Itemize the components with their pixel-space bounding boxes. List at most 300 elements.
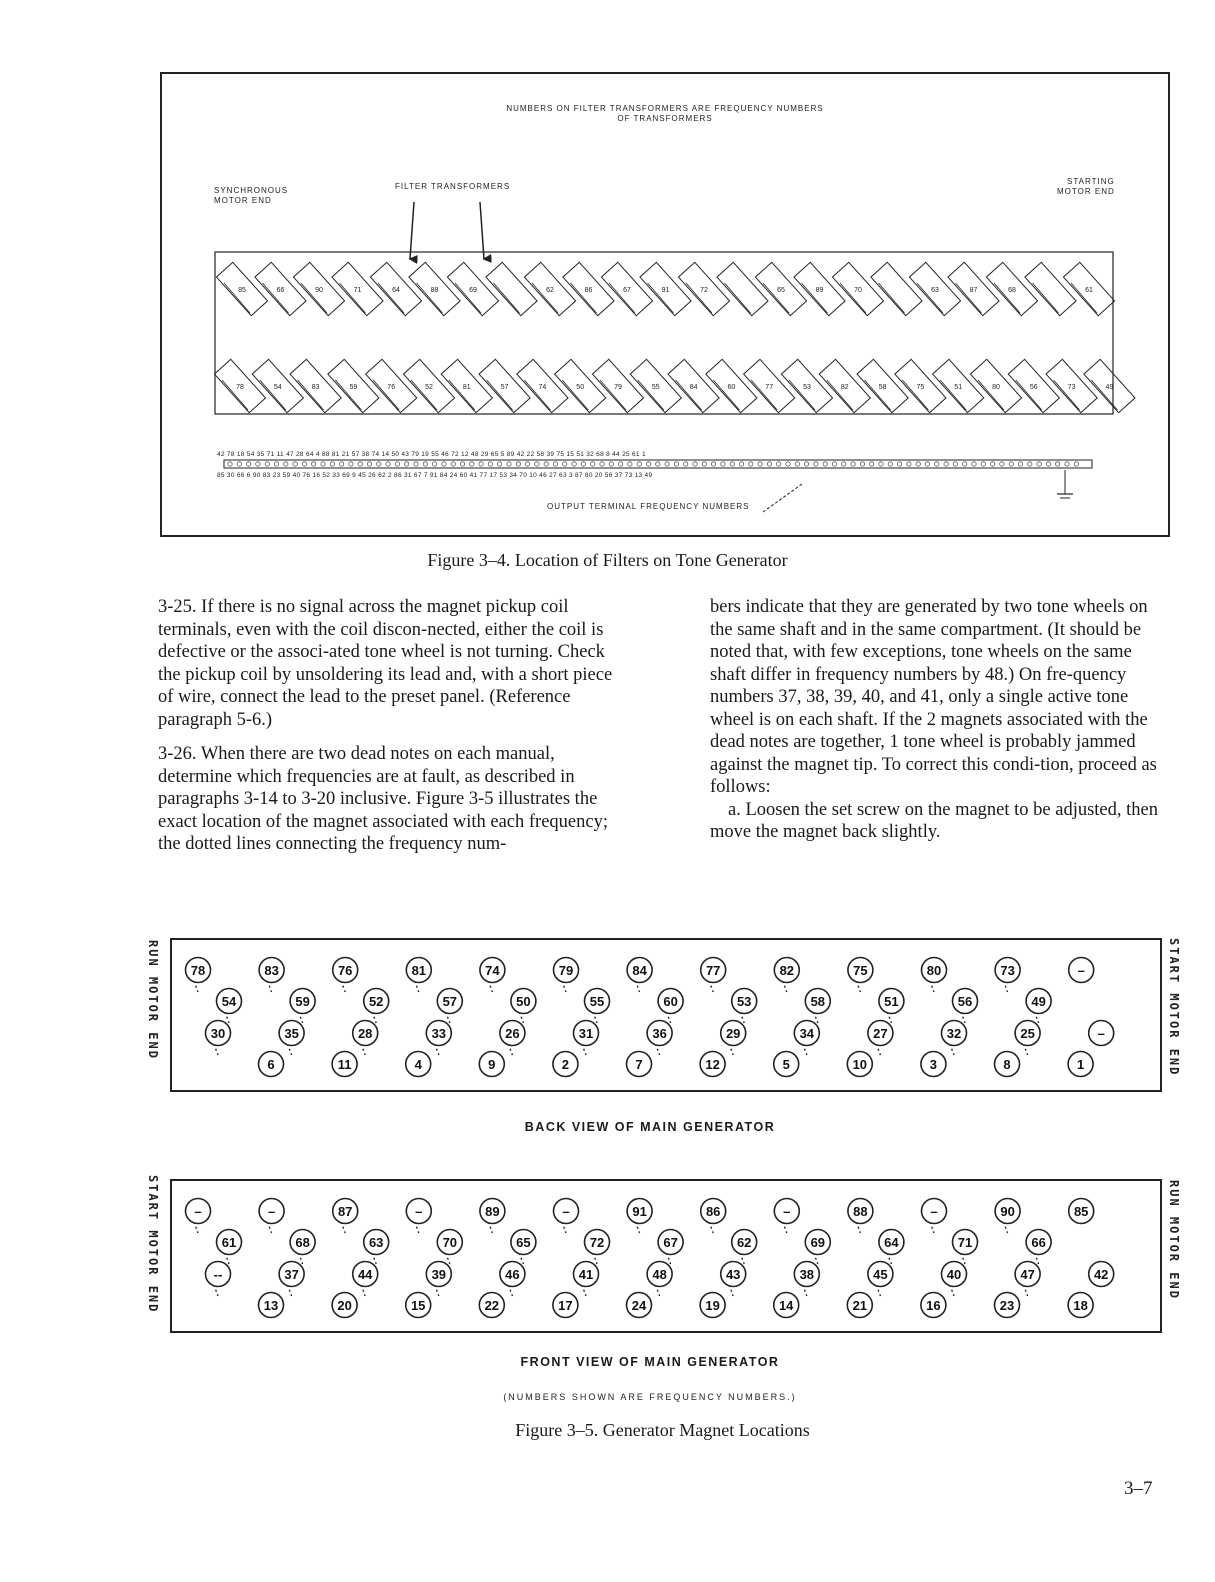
filter-transformer [640,262,691,315]
filter-transformers-label: FILTER TRANSFORMERS [395,182,511,191]
terminal-pin [563,462,567,466]
filter-transformer [832,262,883,315]
back-left-side-label: RUN MOTOR END [146,940,160,1060]
transformer-can [1025,262,1076,315]
terminal-pin [1037,462,1041,466]
transformer-number: 66 [276,287,285,294]
synchronous-motor-end-label: SYNCHRONOUS MOTOR END [214,186,289,205]
terminal-pin [544,462,548,466]
terminal-pin [628,462,632,466]
terminal-pin [618,462,622,466]
transformer-number: 80 [992,384,1000,391]
magnet-frequency: – [1097,1026,1105,1041]
terminal-pin [1028,462,1032,466]
magnet-frequency: – [267,1204,276,1219]
magnet-frequency: 87 [337,1204,353,1219]
transformer-number: 75 [916,384,925,391]
magnet-frequency: 55 [589,994,605,1009]
filter-location-figure [160,72,1170,537]
transformer-number: 86 [584,287,593,294]
magnet-frequency: 90 [1000,1204,1015,1219]
terminal-pin [767,462,771,466]
terminal-pin [349,462,353,466]
terminal-pin [246,462,250,466]
transformer-number: 89 [815,287,824,294]
figure-note: NUMBERS ON FILTER TRANSFORMERS ARE FREQUENCY NUMBERS OF TRANSFORMERS [506,104,824,123]
terminal-pin [1056,462,1060,466]
filter-transformer [370,262,421,315]
magnet-frequency: 1 [1076,1057,1085,1072]
magnet-frequency: 35 [284,1026,299,1041]
magnet-frequency: 48 [652,1267,667,1282]
terminal-pin [879,462,883,466]
magnet-frequency: 78 [190,963,206,978]
magnet-frequency: 11 [337,1057,352,1072]
front-left-side-label: START MOTOR END [146,1175,160,1314]
left-column [158,596,628,856]
terminal-pin [656,462,660,466]
transformer-number: 55 [651,384,660,391]
magnet-frequency: 46 [505,1267,520,1282]
magnet-frequency: 12 [705,1057,720,1072]
filter-transformer [290,359,341,412]
terminal-pin [516,462,520,466]
magnet-frequency: 75 [853,963,868,978]
transformer-number: 54 [273,384,282,391]
terminal-pin [870,462,874,466]
terminal-pin [302,462,306,466]
filter-transformer [252,359,303,412]
transformer-number: 64 [392,287,400,294]
magnet-frequency: 63 [368,1235,384,1250]
transformer-can [486,262,537,315]
front-view-panel [170,1179,1162,1333]
terminal-pin [823,462,827,466]
magnet-frequency: 50 [516,994,531,1009]
transformer-number: 60 [727,384,736,391]
filter-diagram [162,74,1168,535]
terminal-pin [981,462,985,466]
magnet-frequency: 32 [946,1026,962,1041]
filter-transformer [332,262,383,315]
terminal-pin [907,462,911,466]
magnet-frequency: 10 [852,1057,868,1072]
terminal-pin [693,462,697,466]
magnet-frequency: 59 [295,994,310,1009]
terminal-pin [739,462,743,466]
paragraph-3-25: 3-25. If there is no signal across the magnet pickup coil terminals, even with the coil discon-nected, either the coil is defective or the associ-ated tone wheel is not turning. Check the pickup coil by unsoldering its lead and, with a short piece of wire, connect the lead to the preset panel. (Reference paragraph 5-6.) [158,597,613,730]
paragraph-continued: bers indicate that they are generated by two tone wheels on the same shaft and in the same compartment. (It should be noted that, with few exceptions, tone wheels on the same shaft differ in frequency numbers by 48.) On fre-quency numbers 37, 38, 39, 40, and 41, only a single active tone wheel is on each shaft. If the 2 magnets associated with the dead notes are together, 1 tone wheel is probably jammed against the magnet tip. To correct this condi-tion, proceed as follows: [710,597,1157,797]
transformer-number: 63 [931,287,939,294]
filter-transformer [706,359,757,412]
terminal-pin [925,462,929,466]
terminal-pin [1009,462,1013,466]
transformer-number: 53 [803,384,811,391]
filter-transformer [755,262,806,315]
transformer-number: 82 [840,384,849,391]
transformer-number: 84 [689,384,698,391]
magnet-frequency: 51 [884,994,899,1009]
transformer-number: 91 [661,287,670,294]
terminal-pin [860,462,864,466]
magnet-frequency: 5 [782,1057,790,1072]
filter-transformer [895,359,946,412]
terminal-pin [274,462,278,466]
filter-transformer [744,359,795,412]
terminal-pin [758,462,762,466]
terminal-pin [777,462,781,466]
magnet-frequency: 58 [810,994,826,1009]
transformer-number: 70 [854,287,862,294]
terminal-pin [711,462,715,466]
magnet-frequency: 76 [337,963,353,978]
transformer-number: 56 [1029,384,1038,391]
transformer-number: 85 [238,287,246,294]
terminal-pin [702,462,706,466]
magnet-frequency: 34 [799,1026,815,1041]
magnet-frequency: 57 [442,994,458,1009]
transformer-number: 67 [623,287,631,294]
terminal-pin [646,462,650,466]
back-view-panel [170,938,1162,1092]
magnet-frequency: 38 [799,1267,815,1282]
transformer-number: 62 [546,287,554,294]
filter-transformer [214,359,265,412]
magnet-frequency: 22 [484,1298,500,1313]
filter-transformer [630,359,681,412]
magnet-frequency: -- [213,1267,223,1282]
terminal-pin [293,462,297,466]
terminal-pin [525,462,529,466]
transformer-number: 69 [469,287,477,294]
terminal-pin [330,462,334,466]
terminal-pin [786,462,790,466]
magnet-frequency: 16 [926,1298,941,1313]
terminal-pin [284,462,288,466]
magnet-frequency: 88 [853,1204,868,1219]
output-terminal-label: OUTPUT TERMINAL FREQUENCY NUMBERS [547,502,750,511]
magnet-frequency: 15 [410,1298,426,1313]
magnet-frequency: 62 [736,1235,752,1250]
terminal-pin [804,462,808,466]
transformer-number: 87 [969,287,978,294]
terminal-pin [572,462,576,466]
terminal-pin [479,462,483,466]
filter-transformer [366,359,417,412]
terminal-pin [591,462,595,466]
figure-note-frequency: (NUMBERS SHOWN ARE FREQUENCY NUMBERS.) [503,1392,797,1402]
magnet-frequency: 73 [1000,963,1015,978]
filter-transformer [563,262,614,315]
terminal-pin [916,462,920,466]
front-right-side-label: RUN MOTOR END [1167,1180,1181,1300]
terminal-pin [935,462,939,466]
terminal-pin [553,462,557,466]
magnet-frequency: 18 [1073,1298,1088,1313]
filter-transformer [668,359,719,412]
terminal-pin [1018,462,1022,466]
terminal-pin [367,462,371,466]
magnet-frequency: 77 [705,963,721,978]
right-column [710,596,1166,844]
terminal-pin [312,462,316,466]
transformer-number: 73 [1067,384,1076,391]
terminal-pin [228,462,232,466]
transformer-number: 88 [430,287,439,294]
transformer-number: 65 [777,287,785,294]
terminal-pin [749,462,753,466]
magnet-frequency: 69 [810,1235,826,1250]
terminal-pin [377,462,381,466]
magnet-frequency: 19 [705,1298,720,1313]
filter-transformer [986,262,1037,315]
transformer-number: 79 [614,384,622,391]
filter-transformer [970,359,1021,412]
magnet-frequency: – [194,1204,202,1219]
transformer-number: 81 [462,384,471,391]
transformer-number: 72 [700,287,708,294]
magnet-frequency: 2 [561,1057,570,1072]
magnet-frequency: 40 [946,1267,962,1282]
filter-transformer [328,359,379,412]
magnet-frequency: 86 [705,1204,721,1219]
filter-transformer [255,262,306,315]
terminal-strip [224,460,1092,468]
terminal-pin [395,462,399,466]
terminal-pin [432,462,436,466]
front-view-magnets [172,1181,1160,1331]
filter-transformer [517,359,568,412]
terminal-pin [832,462,836,466]
filter-transformer [486,262,537,315]
magnet-frequency: – [562,1204,570,1219]
magnet-frequency: 61 [221,1235,237,1250]
terminal-pin [423,462,427,466]
magnet-frequency: 47 [1020,1267,1035,1282]
starting-motor-end-label: STARTING MOTOR END [1057,177,1115,196]
magnet-frequency: 30 [210,1026,226,1041]
filter-transformer [403,359,454,412]
magnet-frequency: 20 [337,1298,352,1313]
magnet-frequency: 13 [263,1298,279,1313]
magnet-frequency: 28 [357,1026,373,1041]
front-view-title: FRONT VIEW OF MAIN GENERATOR [520,1355,780,1369]
transformer-number: 78 [236,384,244,391]
magnet-frequency: 6 [267,1057,275,1072]
filter-transformer [933,359,984,412]
arrow-right [480,202,484,259]
magnet-frequency: 33 [431,1026,447,1041]
magnet-frequency: 43 [725,1267,741,1282]
terminal-pin [1046,462,1050,466]
terminal-pin [665,462,669,466]
paragraph-3-26: 3-26. When there are two dead notes on each manual, determine which frequencies are at fault, as described in paragraphs 3-14 to 3-20 inclusive. Figure 3-5 illustrates the exact location of the magnet associated with each frequency; the dotted lines connecting the frequency num- [158,744,608,854]
terminal-pin [358,462,362,466]
transformer-number: 57 [500,384,509,391]
magnet-frequency: 64 [884,1235,899,1250]
terminal-pin [386,462,390,466]
terminal-pin [990,462,994,466]
terminal-pin [851,462,855,466]
magnet-frequency: 49 [1031,994,1046,1009]
magnet-frequency: 53 [736,994,752,1009]
magnet-frequency: 7 [635,1057,643,1072]
terminal-pin [1000,462,1004,466]
back-view-title: BACK VIEW OF MAIN GENERATOR [524,1120,776,1134]
filter-transformer [1063,262,1114,315]
magnet-frequency: 45 [873,1267,888,1282]
filter-transformer [781,359,832,412]
transformer-number: 49 [1105,384,1114,391]
terminal-pin [721,462,725,466]
magnet-frequency: 39 [431,1267,447,1282]
filter-transformer [1046,359,1097,412]
terminal-pin [842,462,846,466]
terminal-pin [897,462,901,466]
magnet-frequency: 23 [999,1298,1015,1313]
magnet-frequency: 74 [485,963,500,978]
transformer-number: 77 [765,384,774,391]
magnet-frequency: 56 [957,994,973,1009]
terminal-pin [535,462,539,466]
transformer-number: 59 [349,384,358,391]
terminal-pin [795,462,799,466]
back-view-magnets [172,940,1160,1090]
filter-transformer [409,262,460,315]
filter-transformer [479,359,530,412]
transformer-number: 61 [1085,287,1093,294]
transformer-number: 76 [387,384,396,391]
transformer-number: 68 [1008,287,1016,294]
terminal-pin [953,462,957,466]
terminal-pin [963,462,967,466]
magnet-frequency: 3 [929,1057,938,1072]
filter-transformer [909,262,960,315]
magnet-frequency: – [783,1204,791,1219]
magnet-frequency: 54 [221,994,237,1009]
terminal-pin [888,462,892,466]
magnet-frequency: 79 [558,963,574,978]
magnet-frequency: 80 [926,963,942,978]
transformer-number: 71 [353,287,362,294]
magnet-frequency: – [1077,963,1085,978]
terminal-pin [460,462,464,466]
terminal-pin [488,462,492,466]
filter-transformer [871,262,922,315]
transformer-number: 74 [538,384,547,391]
filter-transformer [555,359,606,412]
magnet-frequency: 25 [1020,1026,1035,1041]
filter-transformer [216,262,267,315]
magnet-frequency: 81 [411,963,427,978]
filter-transformer [717,262,768,315]
top-transformer-row [216,262,1114,315]
terminal-pin [609,462,613,466]
terminal-pin [265,462,269,466]
transformer-number: 51 [954,384,963,391]
magnet-frequency: 21 [852,1298,868,1313]
magnet-frequency: 71 [957,1235,973,1250]
magnet-frequency: 37 [284,1267,299,1282]
magnet-frequency: 65 [516,1235,531,1250]
terminal-pin [507,462,511,466]
terminal-pin [1065,462,1069,466]
terminal-pin [684,462,688,466]
transformer-number: 90 [315,287,323,294]
terminal-pin [321,462,325,466]
transformer-number: 52 [425,384,433,391]
magnet-frequency: 4 [414,1057,422,1072]
terminal-top-numbers: 42 78 18 54 35 71 11 47 28 64 4 88 81 21 57 38 74 14 50 43 79 19 55 46 72 12 48 29 65 5 89 42 22 58 39 75 15 51 32 68 8 44 25 61 1 [217,451,646,458]
magnet-frequency: – [415,1204,423,1219]
terminal-bottom-numbers: 85 30 66 6 90 83 23 59 40 76 16 52 33 69 9 45 26 62 2 86 31 67 7 91 84 24 60 41 77 17 53 34 70 10 46 27 63 3 87 80 20 56 37 73 13 49 [217,472,653,479]
magnet-frequency: 26 [505,1026,520,1041]
magnet-frequency: 67 [663,1235,678,1250]
filter-transformer [857,359,908,412]
terminal-pin [814,462,818,466]
terminal-pin [637,462,641,466]
filter-transformer [1008,359,1059,412]
magnet-frequency: 83 [264,963,279,978]
arrow-left [410,202,414,259]
terminal-pin [1074,462,1078,466]
filter-transformer [601,262,652,315]
filter-transformer [447,262,498,315]
magnet-frequency: – [930,1204,938,1219]
magnet-frequency: 89 [485,1204,500,1219]
terminal-pin [237,462,241,466]
transformer-can [717,262,768,315]
filter-transformer [524,262,575,315]
magnet-frequency: 27 [873,1026,888,1041]
back-right-side-label: START MOTOR END [1167,938,1181,1077]
magnet-frequency: 85 [1073,1204,1089,1219]
filter-transformer [678,262,729,315]
transformer-can [871,262,922,315]
magnet-frequency: 68 [295,1235,310,1250]
filter-transformer [592,359,643,412]
terminal-pin [405,462,409,466]
bottom-transformer-row [214,359,1135,412]
terminal-pin [414,462,418,466]
filter-transformer [1084,359,1135,412]
magnet-frequency: 17 [558,1298,573,1313]
terminal-pin [730,462,734,466]
figure-3-4-caption: Figure 3–4. Location of Filters on Tone Generator [427,550,788,570]
magnet-frequency: 31 [578,1026,594,1041]
terminal-pin [600,462,604,466]
terminal-pin [470,462,474,466]
magnet-frequency: 60 [663,994,678,1009]
terminal-pin [581,462,585,466]
terminal-pin [451,462,455,466]
magnet-frequency: 66 [1031,1235,1046,1250]
magnet-frequency: 36 [652,1026,667,1041]
magnet-frequency: 24 [631,1298,647,1313]
magnet-frequency: 72 [589,1235,605,1250]
magnet-frequency: 91 [632,1204,647,1219]
magnet-frequency: 42 [1093,1267,1109,1282]
transformer-number: 83 [311,384,320,391]
terminal-pin [256,462,260,466]
terminal-pin [339,462,343,466]
transformer-number: 50 [576,384,585,391]
magnet-frequency: 70 [442,1235,458,1250]
filter-transformer [819,359,870,412]
filter-transformer [794,262,845,315]
magnet-frequency: 82 [779,963,795,978]
figure-3-5-caption: Figure 3–5. Generator Magnet Locations [515,1420,810,1440]
